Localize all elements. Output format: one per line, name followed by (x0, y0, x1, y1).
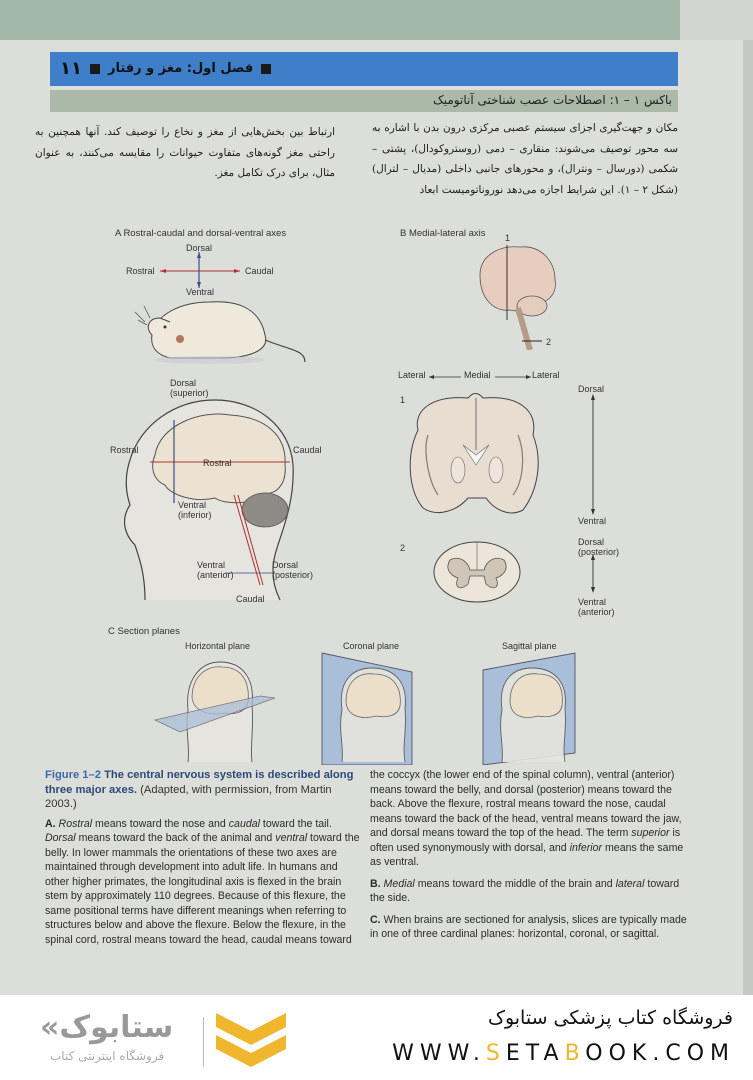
para-a-label: A. (45, 817, 56, 830)
setabook-chevron-logo-icon (216, 1013, 286, 1071)
term-inferior: inferior (569, 841, 603, 854)
caption-paragraph-c (370, 913, 690, 942)
b-dorsal2-sub: (posterior) (578, 547, 620, 557)
coronal-section-illustration (398, 390, 548, 520)
para-a-cont-text: the coccyx (the lower end of the spinal column), ventral (anterior) means toward the belly, and dorsal (posterior) means toward the back. Above the flexure, rostral means toward the nose, caudal means toward the back of the head, ventral means toward the jaw, and dorsal means toward the top of the head. The term (370, 769, 682, 839)
b-ventral2-text: Ventral (578, 597, 607, 607)
para-c-text: When brains are sectioned for analysis, slices are typically made in one of three cardinal planes: horizontal, coronal, or sagittal. (370, 913, 687, 940)
rat-ventral-label: Ventral (186, 287, 215, 297)
para-b-text: means toward the middle of the brain and (414, 877, 616, 890)
head-dorsal-label (170, 378, 209, 398)
panel-c-title: C Section planes (108, 626, 180, 637)
neck-dorsal-text: Dorsal (272, 560, 299, 570)
para-a-text: toward the belly. In lower mammals the orientations of these two axes are maintained through development into adult life. In humans and other higher primates, the longitudinal axis is flexed in the brain stem by approximately 110 degrees. Because of this flexure, the same positional terms have different meanings when referring to structures below and above the flexure. Below the flexure, in the spinal cord, rostral means toward the head, caudal means toward (45, 832, 360, 946)
footer-banner (0, 995, 753, 1080)
footer-shop-name: فروشگاه کتاب پزشکی ستابوک (487, 1007, 733, 1029)
para-b-label: B. (370, 877, 381, 890)
para-b-text: toward the side. (370, 877, 680, 904)
term-dorsal: Dorsal (45, 832, 76, 844)
para-a-cont-text: means the same as ventral. (370, 841, 684, 868)
term-superior: superior (631, 827, 670, 839)
figure-number: Figure 1–2 (45, 769, 101, 781)
setabook-logo-subtitle: فروشگاه اینترنتی کتاب (50, 1049, 165, 1063)
head-rostral-inner-label: Rostral (203, 458, 232, 468)
rat-dorsal-label: Dorsal (186, 243, 213, 253)
section-planes-illustration (150, 650, 590, 765)
axis-lateral-left-label: Lateral (398, 370, 426, 380)
page-edge-shadow (743, 40, 753, 995)
box-title-bar (50, 90, 678, 112)
dorsal-ventral-arrows (588, 392, 598, 610)
top-margin (680, 0, 753, 42)
rat-axes-illustration (100, 240, 360, 370)
chapter-title: فصل اول: مغز و رفتار (107, 61, 254, 76)
rat-rostral-label: Rostral (126, 266, 155, 276)
head-ventral-sub: (inferior) (178, 510, 212, 520)
head-ventral-label (178, 500, 212, 520)
term-lateral: lateral (615, 877, 645, 890)
head-dorsal-sub: (superior) (170, 388, 209, 398)
para-a-text: toward the tail. (259, 817, 332, 830)
persian-paragraph-right: مکان و جهت‌گیری اجزای سیستم عصبی مرکزی درون بدن با اشاره به سه محور توصیف می‌شوند: منقاری – دمی (روستروکودال)، پشتی – شکمی (دورسال – ونترال)، و محورهای جانبی داخلی (مدیال – لترال) (شکل ۲ – ۱). این شرایط اجازه می‌دهد نوروناتومیست ابعاد (372, 122, 678, 196)
term-caudal: caudal (228, 817, 260, 830)
section-2-label: 2 (400, 543, 406, 553)
neck-ventral-text: Ventral (197, 560, 226, 570)
figure-caption-right (370, 768, 690, 942)
neck-dorsal-sub: (posterior) (272, 570, 314, 580)
page-number: ۱۱ (60, 58, 82, 79)
caption-paragraph-a-continued (370, 768, 690, 870)
b-dorsal2-text: Dorsal (578, 537, 605, 547)
horizontal-plane-label: Horizontal plane (185, 641, 251, 651)
b-dorsal2-label (578, 537, 619, 557)
para-a-text: means toward the nose and (92, 817, 229, 830)
box-title: باکس ۱ – ۱: اصطلاحات عصب شناختی آناتومیک (433, 93, 672, 107)
setabook-logo-wordmark: «ستابوک (40, 1010, 174, 1045)
para-c-label: C. (370, 913, 381, 926)
marker-1-label: 1 (505, 233, 511, 243)
url-highlight: B (564, 1041, 586, 1066)
url-highlight: S (485, 1041, 506, 1066)
neck-caudal-label: Caudal (236, 594, 265, 604)
axis-medial-label: Medial (464, 370, 491, 380)
panel-a-title: A Rostral-caudal and dorsal-ventral axes (115, 228, 287, 239)
figure-caption-left (45, 768, 363, 947)
url-part: ETA (505, 1041, 565, 1066)
caption-source: (Adapted, with permission, from Martin 2003.) (45, 783, 332, 810)
coronal-plane-label: Coronal plane (343, 641, 400, 651)
spinal-cord-section-illustration (430, 540, 525, 605)
head-ventral-text: Ventral (178, 500, 207, 510)
head-dorsal-text: Dorsal (170, 378, 197, 388)
caption-title (45, 768, 363, 812)
url-part: OOK.COM (585, 1041, 735, 1066)
persian-paragraph-left: ارتباط بین بخش‌هایی از مغز و نخاع را توصیف کند. آنها همچنین به راحتی مغز گونه‌های متفاوت حیوانات را مقایسه می‌کنند، به عنوان مثال، برای درک تکامل مغز. (35, 126, 335, 179)
url-part: WWW. (392, 1041, 486, 1066)
b-ventral2-sub: (anterior) (578, 607, 615, 617)
logo-divider (203, 1017, 204, 1067)
medial-lateral-arrows (427, 372, 537, 382)
term-ventral: ventral (275, 832, 308, 844)
term-rostral: Rostral (58, 817, 93, 830)
neck-dorsal-label (272, 560, 313, 580)
caption-paragraph-a (45, 817, 363, 948)
footer-url-link[interactable] (392, 1041, 735, 1066)
b-dorsal-label: Dorsal (578, 384, 605, 394)
para-a-cont-text: is often used synonymously with dorsal, and (370, 827, 681, 854)
para-a-text: means toward the back of the animal and (75, 832, 276, 844)
head-rostral-label: Rostral (110, 445, 139, 455)
square-bullet-icon (90, 64, 100, 74)
head-caudal-label: Caudal (293, 445, 322, 455)
rat-caudal-label: Caudal (245, 266, 274, 276)
sagittal-plane-label: Sagittal plane (502, 641, 557, 651)
term-medial: Medial (383, 877, 415, 890)
section-1-label: 1 (400, 395, 406, 405)
neck-ventral-label (197, 560, 234, 580)
b-ventral2-label (578, 597, 615, 617)
neck-ventral-sub: (anterior) (197, 570, 234, 580)
axis-lateral-right-label: Lateral (532, 370, 560, 380)
caption-title-text: The central nervous system is described along three major axes. (45, 769, 354, 796)
panel-b-title: B Medial-lateral axis (400, 228, 486, 239)
top-green-band (0, 0, 680, 42)
square-bullet-icon (261, 64, 271, 74)
b-ventral-label: Ventral (578, 516, 607, 526)
caption-paragraph-b (370, 877, 690, 906)
chapter-header-bar (50, 52, 678, 86)
lateral-brain-illustration (470, 240, 580, 350)
marker-2-label: 2 (546, 337, 552, 347)
